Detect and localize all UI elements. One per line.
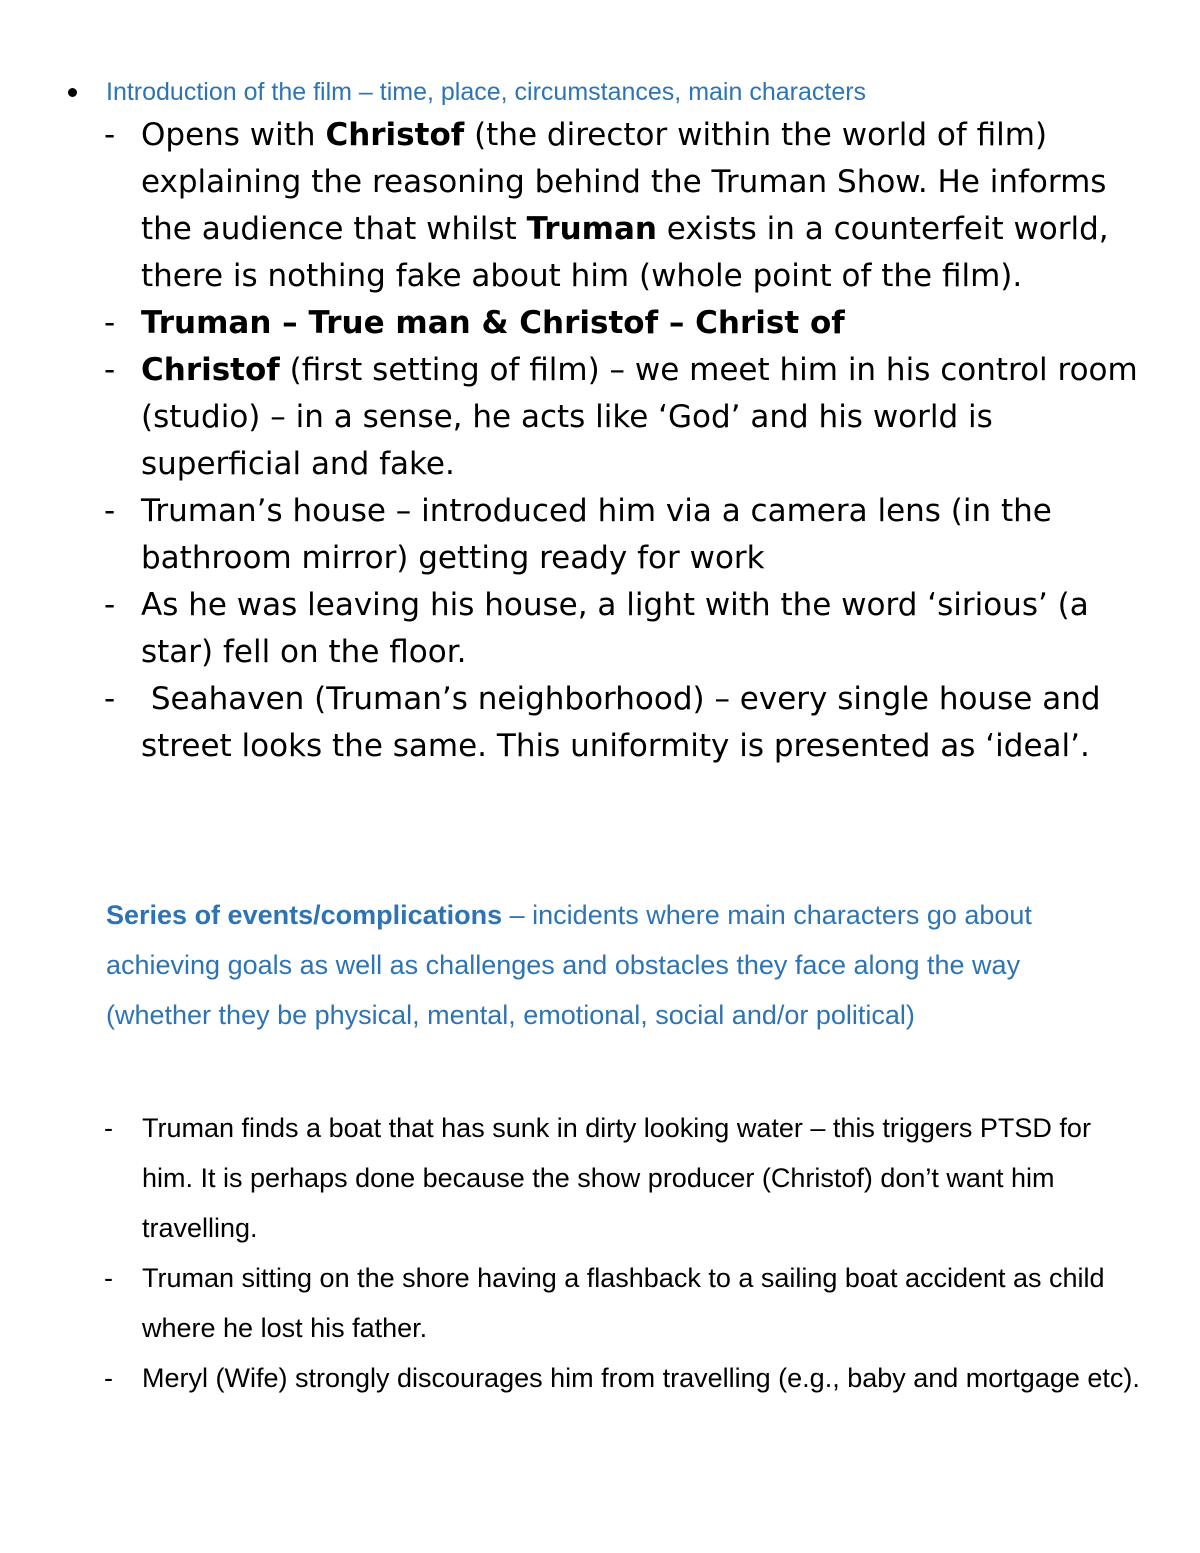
dash-marker: - xyxy=(104,352,116,388)
item-bold-text: Christof xyxy=(141,352,280,388)
item-text: exists in a counterfeit world, there is nothing fake about him (whole point of the film). xyxy=(141,211,1109,294)
item-text: Truman’s house – introduced him via a camera lens (in the bathroom mirror) getting ready for work xyxy=(141,493,1052,576)
dash-marker: - xyxy=(104,1363,113,1393)
list-item xyxy=(68,347,1148,488)
item-text: (the director within the world of film) explaining the reasoning behind the Truman Show. He informs the audience that whilst xyxy=(141,117,1107,247)
item-text: (first setting of film) – we meet him in his control room (studio) – in a sense, he acts like ‘God’ and his world is superficial and fake. xyxy=(141,352,1138,482)
dash-marker: - xyxy=(104,305,116,341)
list-item xyxy=(68,112,1148,300)
introduction-heading xyxy=(68,72,1148,112)
list-item xyxy=(104,1103,1144,1253)
introduction-heading-title: Introduction of the film xyxy=(106,78,352,106)
dash-marker: - xyxy=(104,587,116,623)
series-heading xyxy=(106,890,1116,1040)
series-heading-title: Series of events/complications xyxy=(106,900,503,930)
item-text: Opens with xyxy=(141,117,326,153)
item-bold-text: Truman – True man & Christof – Christ of xyxy=(141,305,845,341)
item-text: Seahaven (Truman’s neighborhood) – every single house and street looks the same. This uniformity is presented as ‘ideal’. xyxy=(141,681,1111,764)
bullet-dot-icon xyxy=(68,88,77,97)
item-text: Meryl (Wife) strongly discourages him from travelling (e.g., baby and mortgage etc). xyxy=(142,1363,1140,1393)
dash-marker: - xyxy=(104,681,116,717)
item-bold-text: Christof xyxy=(325,117,465,153)
list-item xyxy=(68,582,1148,676)
dash-marker: - xyxy=(104,117,116,153)
introduction-list xyxy=(68,112,1148,770)
series-heading-rest: – incidents where main characters go about achieving goals as well as challenges and obstacles they face along the way (whether they be physical, mental, emotional, social and/or political) xyxy=(106,900,1032,1030)
item-text: Truman finds a boat that has sunk in dirty looking water – this triggers PTSD for him. It is perhaps done because the show producer (Christof) don’t want him travelling. xyxy=(142,1113,1091,1243)
series-list xyxy=(104,1103,1144,1403)
list-item xyxy=(68,300,1148,347)
list-item xyxy=(104,1353,1144,1403)
item-text: As he was leaving his house, a light with the word ‘sirious’ (a star) fell on the floor. xyxy=(141,587,1089,670)
list-item xyxy=(68,676,1148,770)
introduction-section xyxy=(68,72,1148,770)
dash-marker: - xyxy=(104,1263,113,1293)
list-item xyxy=(104,1253,1144,1353)
item-text: Truman sitting on the shore having a flashback to a sailing boat accident as child where he lost his father. xyxy=(142,1263,1105,1343)
dash-marker: - xyxy=(104,1113,113,1143)
list-item xyxy=(68,488,1148,582)
introduction-heading-rest: – time, place, circumstances, main characters xyxy=(351,78,867,106)
item-bold-text: Truman xyxy=(526,211,657,247)
dash-marker: - xyxy=(104,493,116,529)
